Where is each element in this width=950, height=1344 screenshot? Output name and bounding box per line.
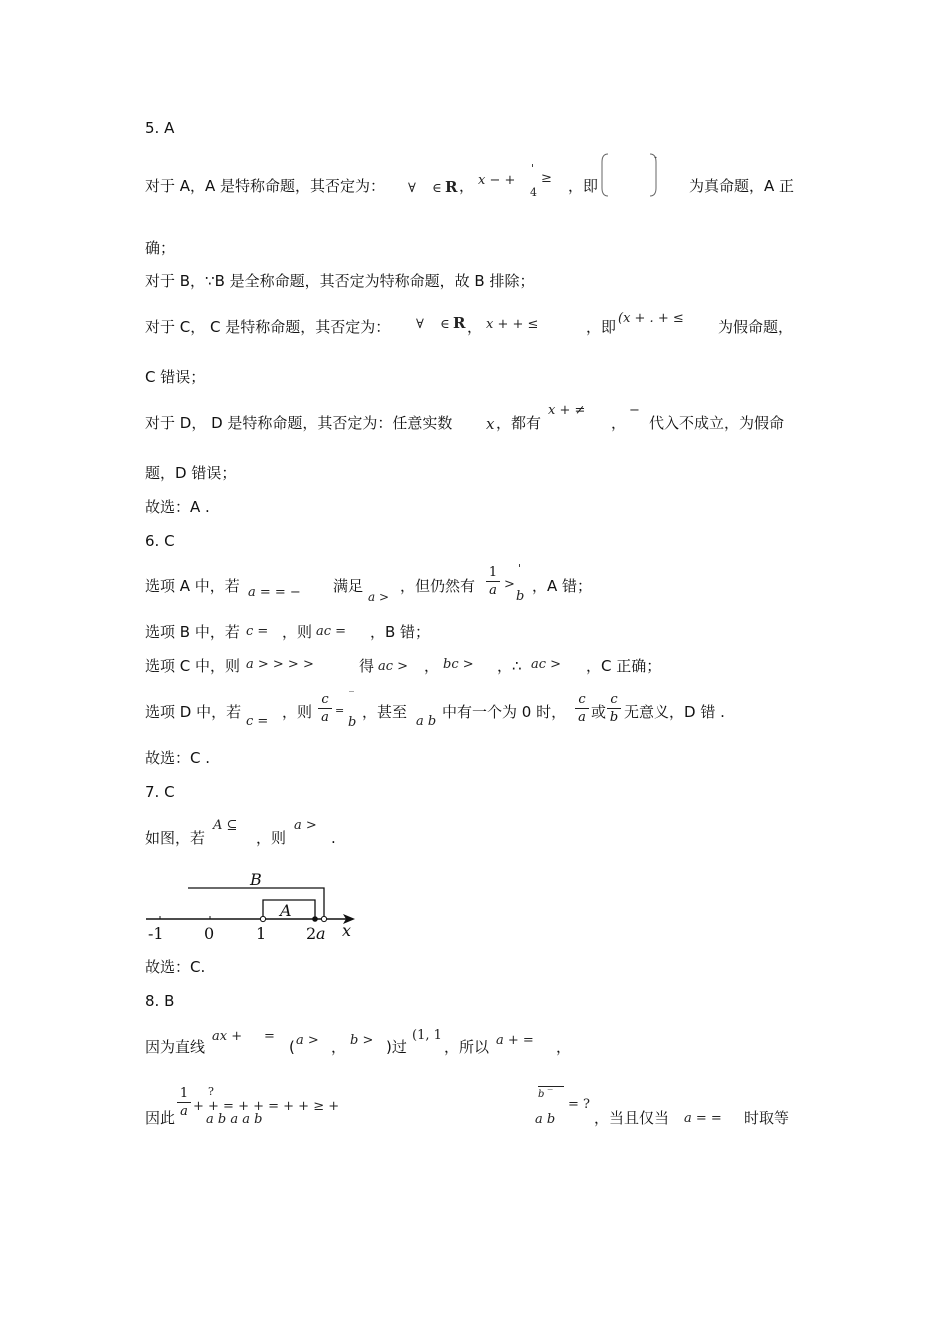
q6-d-fraction-c-over-a-2: [575, 692, 589, 725]
a-label: a: [316, 924, 326, 943]
q5-a-continuation: 确；: [145, 239, 176, 257]
q5-heading: 5. A: [145, 119, 175, 137]
q8-fraction-denominator: a: [180, 1104, 188, 1119]
q7-end: .: [331, 829, 336, 847]
q6-option-b-text: 选项 B 中，若: [145, 623, 240, 641]
q6-d-mid: ，甚至: [362, 703, 408, 721]
q7-text: 如图，若: [145, 829, 206, 847]
q6-a-fraction-one-over-a: [486, 565, 500, 598]
q7-math-expression: A ⊆: [213, 818, 238, 833]
q8-sqrt: b ‾: [538, 1086, 564, 1102]
q6-answer: 故选：C .: [145, 749, 211, 767]
q5-option-b-text: 对于 B，∵B 是全称命题，其否定为特称命题，故 B 排除；: [145, 272, 535, 290]
q6-c-math-expression-4: ac >: [531, 657, 562, 672]
q8-fraction-one-over-a: [177, 1086, 191, 1119]
forall-symbol: ∀: [408, 181, 416, 196]
q6-d-fraction-denominator: a: [321, 710, 329, 725]
q5-d-math-expression: x + ≠: [548, 403, 586, 418]
comma: ，: [611, 414, 627, 432]
q5-a-square-brackets: [600, 152, 662, 198]
q8-fraction2-numerator: ?: [208, 1085, 214, 1098]
q8-line1-text: 因为直线: [145, 1038, 206, 1056]
minus-symbol: −: [629, 403, 640, 418]
tick-label: 0: [204, 924, 215, 943]
q6-b-suffix: ，B 错；: [370, 623, 431, 641]
q6-d-fraction2-denominator: b: [348, 715, 357, 730]
q6-a-fraction-b-numerator: ': [518, 562, 522, 575]
q6-d-variables-ab: a b: [416, 714, 437, 729]
q5-d-continuation: 题，D 错误；: [145, 464, 237, 482]
q6-c-math-expression-2: ac >: [378, 659, 409, 674]
ge-symbol: ≥: [541, 171, 552, 186]
q6-d-fraction-numerator: c: [321, 692, 329, 707]
gt-symbol: >: [504, 577, 515, 592]
q5-c-ji: ，即: [586, 318, 617, 336]
q8-line1-math: ax +: [212, 1029, 243, 1044]
q7-math-expression-2: a >: [294, 818, 317, 833]
q7-answer: 故选：C.: [145, 958, 206, 976]
set-b-bracket: [188, 888, 324, 919]
forall-symbol: ∀: [416, 317, 424, 332]
q6-d-fraction2-numerator: ‾: [349, 691, 354, 702]
q6-c-math-expression: a > > > >: [246, 657, 314, 672]
q6-c-therefore: ，∴: [497, 657, 522, 675]
q5-a-ji: ，即: [568, 177, 599, 195]
q8-fraction-numerator: 1: [179, 1086, 189, 1101]
q5-c-suffix: 为假命题，: [718, 318, 794, 336]
q6-a-fraction-numerator: 1: [488, 565, 498, 580]
q6-d-fraction-c-over-a: [318, 692, 332, 725]
comma: ，: [424, 657, 440, 675]
q6-d-fraction-c-over-b: [607, 692, 621, 725]
q6-c-suffix: ，C 正确；: [586, 657, 662, 675]
in-symbol: ∈: [432, 181, 442, 196]
comma: ，: [467, 318, 483, 336]
closed-point-a: [312, 916, 318, 922]
eq-symbol: =: [335, 704, 345, 717]
paren-open: (: [289, 1038, 295, 1056]
q5-c-math-expression-2: (x + . + ≤: [618, 311, 684, 326]
q5-c-continuation: C 错误；: [145, 368, 206, 386]
q7-heading: 7. C: [145, 783, 175, 801]
axis-label: x: [342, 921, 352, 940]
q6-b-ze: ，则: [282, 623, 313, 641]
q6-a-math-expression: a = = −: [248, 585, 301, 600]
q6-d-fraction3-numerator: c: [578, 692, 586, 707]
q6-option-c-text: 选项 C 中，则: [145, 657, 241, 675]
q6-b-math-expression-2: ac =: [316, 624, 347, 639]
q8-line2-math-end: a = =: [684, 1111, 722, 1126]
q8-line1-math-2: a >: [296, 1033, 319, 1048]
q8-line2-text: 因此: [145, 1109, 176, 1127]
q5-a-math-expression: x − +: [478, 173, 516, 188]
q5-option-c-text: 对于 C， C 是特称命题，其否定为：: [145, 318, 391, 336]
q8-result: = ?: [568, 1097, 590, 1112]
in-symbol: ∈: [440, 317, 450, 332]
q6-a-fraction-denominator: a: [489, 583, 497, 598]
comma: ，: [556, 1038, 572, 1056]
q6-c-math-expression-3: bc >: [443, 657, 474, 672]
q8-line2-operators: + + = + + = + + ≥ +: [193, 1099, 340, 1114]
q6-a-satisfy: 满足: [333, 577, 364, 595]
q5-c-math-expression: x + + ≤: [486, 317, 539, 332]
q5-d-suffix: 代入不成立，为假命: [649, 414, 785, 432]
q5-option-a-text: 对于 A，A 是特称命题，其否定为：: [145, 177, 386, 195]
q5-d-mid: ，都有: [496, 414, 542, 432]
q6-d-fraction4-numerator: c: [610, 692, 618, 707]
open-point-1: [260, 916, 265, 921]
q5-a-fraction-denominator: 4: [530, 186, 537, 199]
q8-line2-denominators: a b a a b: [206, 1112, 263, 1127]
q8-line2-suffix: ，当且仅当: [594, 1109, 670, 1127]
q6-heading: 6. C: [145, 532, 175, 550]
open-point-2: [321, 916, 326, 921]
q6-b-math-expression: c =: [246, 624, 269, 639]
q5-a-suffix: 为真命题，A 正: [689, 177, 795, 195]
q8-sqrt-denominator: a b: [535, 1112, 556, 1127]
comma: ，: [459, 177, 475, 195]
q8-line2-end: 时取等: [744, 1109, 790, 1127]
svg-text:-: -: [654, 153, 658, 163]
real-set-symbol: R: [453, 314, 466, 332]
q5-a-fraction-numerator: ': [531, 162, 535, 175]
variable-x: x: [486, 415, 495, 433]
q6-a-fraction-b-denominator: b: [516, 589, 525, 604]
comma: ，: [331, 1038, 347, 1056]
q7-ze: ，则: [256, 829, 287, 847]
tick-label: 2: [306, 924, 317, 943]
q6-option-a-text: 选项 A 中，若: [145, 577, 240, 595]
q8-heading: 8. B: [145, 992, 175, 1010]
real-set-symbol: R: [445, 178, 458, 196]
q6-d-suffix: 无意义，D 错 .: [624, 703, 725, 721]
number-line-figure: [140, 865, 365, 945]
q6-c-de: 得: [359, 657, 375, 675]
set-a-label: A: [280, 901, 292, 920]
q8-line1-math-4: a + =: [496, 1033, 534, 1048]
q5-option-d-text: 对于 D， D 是特称命题，其否定为：任意实数: [145, 414, 453, 432]
eq-symbol: =: [264, 1029, 275, 1044]
q8-point: (1, 1: [412, 1028, 442, 1043]
q6-d-mid-2: 中有一个为 0 时，: [442, 703, 567, 721]
tick-label: 1: [256, 924, 267, 943]
q6-a-suffix: ，A 错；: [532, 577, 593, 595]
set-b-label: B: [250, 870, 262, 889]
q8-line1-mid: ，所以: [444, 1038, 490, 1056]
q6-d-fraction4-denominator: b: [609, 710, 619, 725]
paren-close-guo: )过: [386, 1038, 407, 1056]
q6-option-d-text: 选项 D 中，若: [145, 703, 242, 721]
q6-d-fraction3-denominator: a: [578, 710, 586, 725]
q6-a-mid: ，但仍然有: [400, 577, 476, 595]
q6-d-ze: ，则: [282, 703, 313, 721]
q6-a-math-expression-2: a >: [368, 590, 390, 604]
q8-line1-math-3: b >: [350, 1033, 374, 1048]
tick-label: -1: [148, 924, 164, 943]
q6-d-or: 或: [591, 703, 607, 721]
q6-d-math-expression: c =: [246, 714, 269, 729]
q5-answer: 故选：A .: [145, 498, 210, 516]
